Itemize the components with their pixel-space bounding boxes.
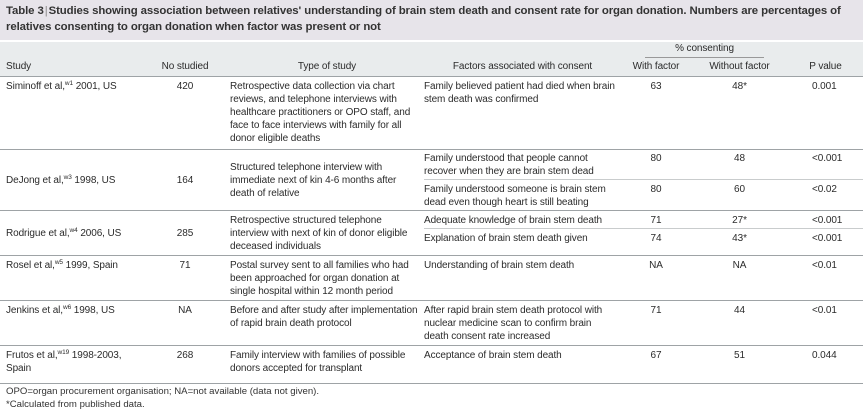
col-header-p-value: P value [788, 60, 863, 77]
pct-consenting-header: % consenting [621, 42, 788, 60]
study-type-cell: Retrospective data collection via chart reviews, and telephone interviews with healthcare practitioners or OPO staff, and face to face interviews with family for all donor eligible deaths [230, 77, 424, 150]
without-factor-cell: 48 [691, 150, 788, 180]
without-factor-cell: 51 [691, 346, 788, 381]
without-factor-cell: 27* [691, 211, 788, 229]
factor-cell: Explanation of brain stem death given [424, 229, 621, 256]
p-value-cell: 0.044 [788, 346, 863, 381]
n-studied-cell: 420 [140, 77, 230, 150]
table-row [0, 346, 863, 381]
study-cell: Frutos et al,$^{w19}$ 1998-2003, Spain [0, 346, 140, 381]
table-row [0, 256, 863, 301]
table-caption: Studies showing association between relatives' understanding of brain stem death and consent rate for organ donation. Numbers are percentages of relatives consenting to organ donation when factor was present or not [6, 5, 841, 33]
with-factor-cell: NA [621, 256, 691, 301]
table-title [0, 0, 863, 40]
factor-cell: Family believed patient had died when brain stem death was confirmed [424, 77, 621, 150]
header-row-group [0, 42, 863, 60]
table-row [0, 211, 863, 229]
table-row [0, 77, 863, 150]
study-type-cell: Before and after study after implementation of rapid brain death protocol [230, 301, 424, 346]
with-factor-cell: 71 [621, 211, 691, 229]
col-header-type: Type of study [230, 60, 424, 77]
p-value-cell: <0.001 [788, 229, 863, 256]
without-factor-cell: 60 [691, 180, 788, 211]
n-studied-cell: 164 [140, 150, 230, 211]
p-value-cell: 0.001 [788, 77, 863, 150]
with-factor-cell: 71 [621, 301, 691, 346]
footnote-abbreviations: OPO=organ procurement organisation; NA=not available (data not given). [6, 386, 320, 397]
without-factor-cell: 48* [691, 77, 788, 150]
factor-cell: After rapid brain stem death protocol with nuclear medicine scan to confirm brain death consent rate increased [424, 301, 621, 346]
col-header-without-factor: Without factor [691, 60, 788, 77]
footnote-calculated: *Calculated from published data. [6, 398, 145, 410]
with-factor-cell: 80 [621, 150, 691, 180]
factor-cell: Adequate knowledge of brain stem death [424, 211, 621, 229]
n-studied-cell: NA [140, 301, 230, 346]
col-header-study: Study [0, 60, 140, 77]
with-factor-cell: 67 [621, 346, 691, 381]
col-header-with-factor: With factor [621, 60, 691, 77]
n-studied-cell: 71 [140, 256, 230, 301]
study-type-cell: Retrospective structured telephone interview with next of kin of donor eligible deceased individuals [230, 211, 424, 256]
n-studied-cell: 285 [140, 211, 230, 256]
without-factor-cell: 44 [691, 301, 788, 346]
without-factor-cell: 43* [691, 229, 788, 256]
factor-cell: Understanding of brain stem death [424, 256, 621, 301]
study-type-cell: Structured telephone interview with immediate next of kin 4-6 months after death of relative [230, 150, 424, 211]
study-cell: DeJong et al,$^{w3}$ 1998, US [0, 150, 140, 211]
study-cell: Rosel et al,$^{w5}$ 1999, Spain [0, 256, 140, 301]
study-cell: Siminoff et al,$^{w1}$ 2001, US [0, 77, 140, 150]
p-value-cell: <0.02 [788, 180, 863, 211]
study-cell: Jenkins et al,$^{w6}$ 1998, US [0, 301, 140, 346]
p-value-cell: <0.01 [788, 301, 863, 346]
factor-cell: Family understood that people cannot recover when they are brain stem dead [424, 150, 621, 180]
with-factor-cell: 80 [621, 180, 691, 211]
col-header-no-studied: No studied [140, 60, 230, 77]
table-footnotes [6, 386, 319, 411]
p-value-cell: <0.001 [788, 150, 863, 180]
table-number: Table 3 [6, 5, 44, 17]
n-studied-cell: 268 [140, 346, 230, 381]
study-type-cell: Family interview with families of possible donors accepted for transplant [230, 346, 424, 381]
table-row [0, 150, 863, 180]
header-row [0, 60, 863, 77]
factor-cell: Family understood someone is brain stem dead even though heart is still beating [424, 180, 621, 211]
study-type-cell: Postal survey sent to all families who had been approached for organ donation at single hospital within 12 month period [230, 256, 424, 301]
table-row [0, 301, 863, 346]
title-separator: | [44, 5, 48, 17]
with-factor-cell: 74 [621, 229, 691, 256]
studies-table [0, 42, 863, 381]
col-header-factors: Factors associated with consent [424, 60, 621, 77]
with-factor-cell: 63 [621, 77, 691, 150]
without-factor-cell: NA [691, 256, 788, 301]
footnote-divider [0, 383, 863, 384]
factor-cell: Acceptance of brain stem death [424, 346, 621, 381]
p-value-cell: <0.01 [788, 256, 863, 301]
p-value-cell: <0.001 [788, 211, 863, 229]
study-cell: Rodrigue et al,$^{w4}$ 2006, US [0, 211, 140, 256]
